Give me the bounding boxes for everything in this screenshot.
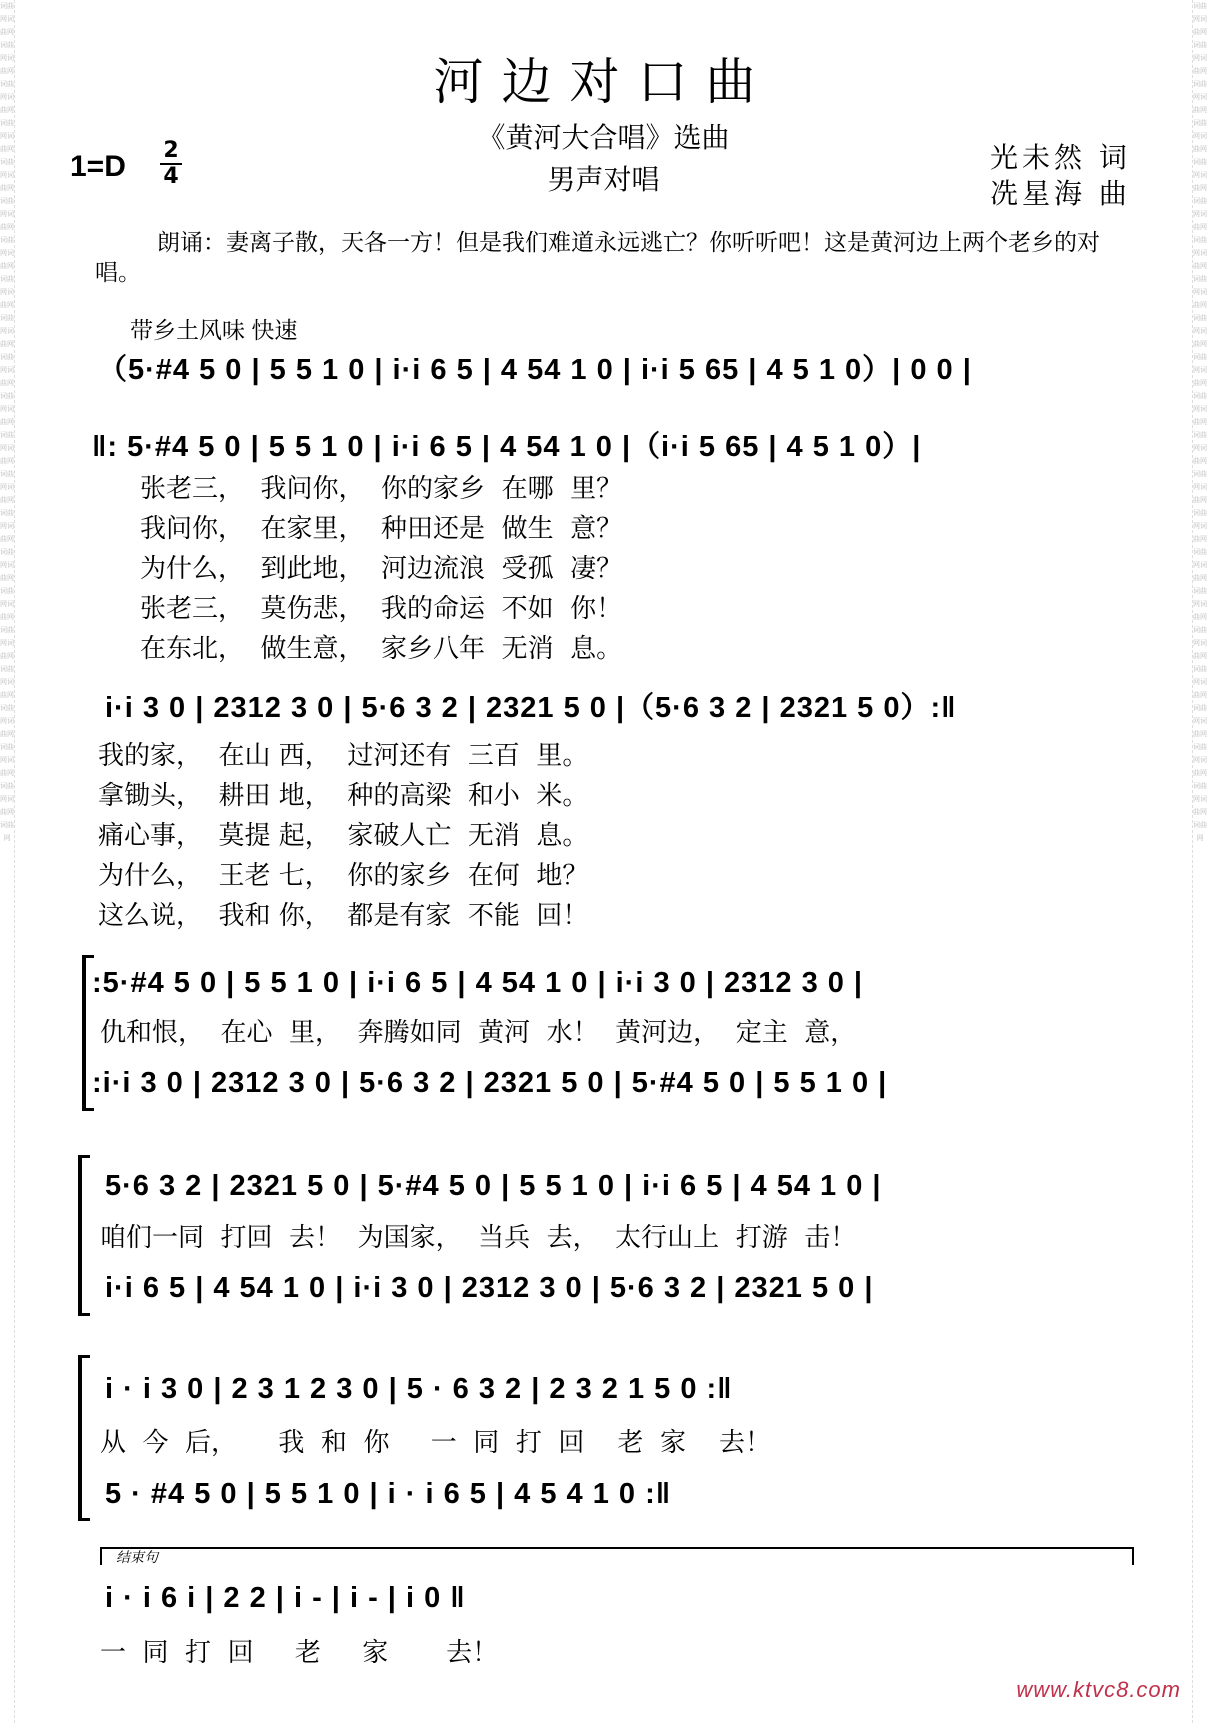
staff-ending: i · i 6 i | 2 2 | i - | i - | i 0 ‖ <box>105 1582 466 1614</box>
composer-credit: 冼星海 曲 <box>990 177 1131 210</box>
lyric-line: 一 同 打 回 老 家 去！ <box>100 1638 499 1668</box>
lyric-line: 咱们一同 打回 去！ 为国家， 当兵 去， 太行山上 打游 击！ <box>100 1223 857 1253</box>
staff-duet-lower: i·i 6 5 | 4 54 1 0 | i·i 3 0 | 2312 3 0 | 5·6 3 2 | 2321 5 0 | <box>105 1272 874 1304</box>
time-top: 2 <box>163 138 179 163</box>
lyric-line: 仇和恨， 在心 里， 奔腾如同 黄河 水！ 黄河边， 定主 意， <box>100 1018 857 1048</box>
staff-duet-lower: :i·i 3 0 | 2312 3 0 | 5·6 3 2 | 2321 5 0 | 5·#4 5 0 | 5 5 1 0 | <box>92 1067 888 1099</box>
lyricist-credit: 光未然 词 <box>990 141 1131 174</box>
staff-intro: （5·#4 5 0 | 5 5 1 0 | i·i 6 5 | 4 54 1 0 | i·i 5 65 | 4 5 1 0）| 0 0 | <box>98 354 972 386</box>
key-signature: 1=D <box>70 150 126 183</box>
ending-label: 结束句 <box>116 1549 158 1565</box>
staff-duet-upper: 5·6 3 2 | 2321 5 0 | 5·#4 5 0 | 5 5 1 0 | i·i 6 5 | 4 54 1 0 | <box>105 1170 882 1202</box>
time-bottom: 4 <box>163 164 179 189</box>
lyric-line: 为什么， 到此地， 河边流浪 受孤 凄？ <box>140 554 623 584</box>
system-bracket <box>78 1155 90 1316</box>
staff-duet-lower: 5 · #4 5 0 | 5 5 1 0 | i · i 6 5 | 4 5 4 1 0 :‖ <box>105 1478 672 1510</box>
lyric-line: 我问你， 在家里， 种田还是 做生 意？ <box>140 514 623 544</box>
site-watermark[interactable]: www.ktvc8.com <box>1016 1677 1181 1702</box>
lyric-line: 在东北， 做生意， 家乡八年 无消 息。 <box>140 634 623 664</box>
tempo-marking: 带乡土风味 快速 <box>130 317 298 343</box>
staff-verse-b: i·i 3 0 | 2312 3 0 | 5·6 3 2 | 2321 5 0 |（5·6 3 2 | 2321 5 0）:‖ <box>105 692 957 724</box>
time-signature <box>160 140 182 188</box>
ending-bracket <box>100 1547 1134 1565</box>
lyric-line: 我的家， 在山 西， 过河还有 三百 里。 <box>98 741 589 771</box>
side-watermark-right: 词曲网词曲网词曲网词曲网词曲网词曲网词曲网词曲网词曲网词曲网词曲网词曲网词曲网词曲网词曲网词曲网词曲网词曲网词曲网词曲网词曲网词曲网词曲网词曲网词曲网词曲网词曲网词曲网词曲网词曲网词曲网词曲网词曲网词曲网词曲网词曲网词曲网词曲网词曲网词曲网词曲网词曲网词曲网 <box>1192 0 1207 1723</box>
lyric-line: 从 今 后， 我 和 你 一 同 打 回 老 家 去！ <box>100 1428 771 1458</box>
staff-duet-upper: i · i 3 0 | 2 3 1 2 3 0 | 5 · 6 3 2 | 2 3 2 1 5 0 :‖ <box>105 1373 733 1405</box>
system-bracket <box>78 1355 90 1521</box>
song-title: 河边对口曲 <box>433 53 774 111</box>
lyric-line: 张老三， 莫伤悲， 我的命运 不如 你！ <box>140 594 623 624</box>
performance-note: 男声对唱 <box>547 163 660 196</box>
lyric-line: 拿锄头， 耕田 地， 种的高梁 和小 米。 <box>98 781 589 811</box>
song-subtitle: 《黄河大合唱》选曲 <box>477 121 730 154</box>
side-watermark-left: 词曲网词曲网词曲网词曲网词曲网词曲网词曲网词曲网词曲网词曲网词曲网词曲网词曲网词曲网词曲网词曲网词曲网词曲网词曲网词曲网词曲网词曲网词曲网词曲网词曲网词曲网词曲网词曲网词曲网词曲网词曲网词曲网词曲网词曲网词曲网词曲网词曲网词曲网词曲网词曲网词曲网词曲网词曲网 <box>0 0 15 1723</box>
lyric-line: 为什么， 王老 七， 你的家乡 在何 地？ <box>98 861 589 891</box>
lyric-line: 这么说， 我和 你， 都是有家 不能 回！ <box>98 901 589 931</box>
recitation-text: 朗诵：妻离子散，天各一方！但是我们难道永远逃亡？你听听吧！这是黄河边上两个老乡的对唱。 <box>95 230 1100 286</box>
staff-duet-upper: :5·#4 5 0 | 5 5 1 0 | i·i 6 5 | 4 54 1 0 | i·i 3 0 | 2312 3 0 | <box>92 967 864 999</box>
staff-verse-a: ‖: 5·#4 5 0 | 5 5 1 0 | i·i 6 5 | 4 54 1 0 |（i·i 5 65 | 4 5 1 0）| <box>92 431 922 463</box>
lyric-line: 张老三， 我问你， 你的家乡 在哪 里？ <box>140 474 623 504</box>
lyric-line: 痛心事， 莫提 起， 家破人亡 无消 息。 <box>98 821 589 851</box>
